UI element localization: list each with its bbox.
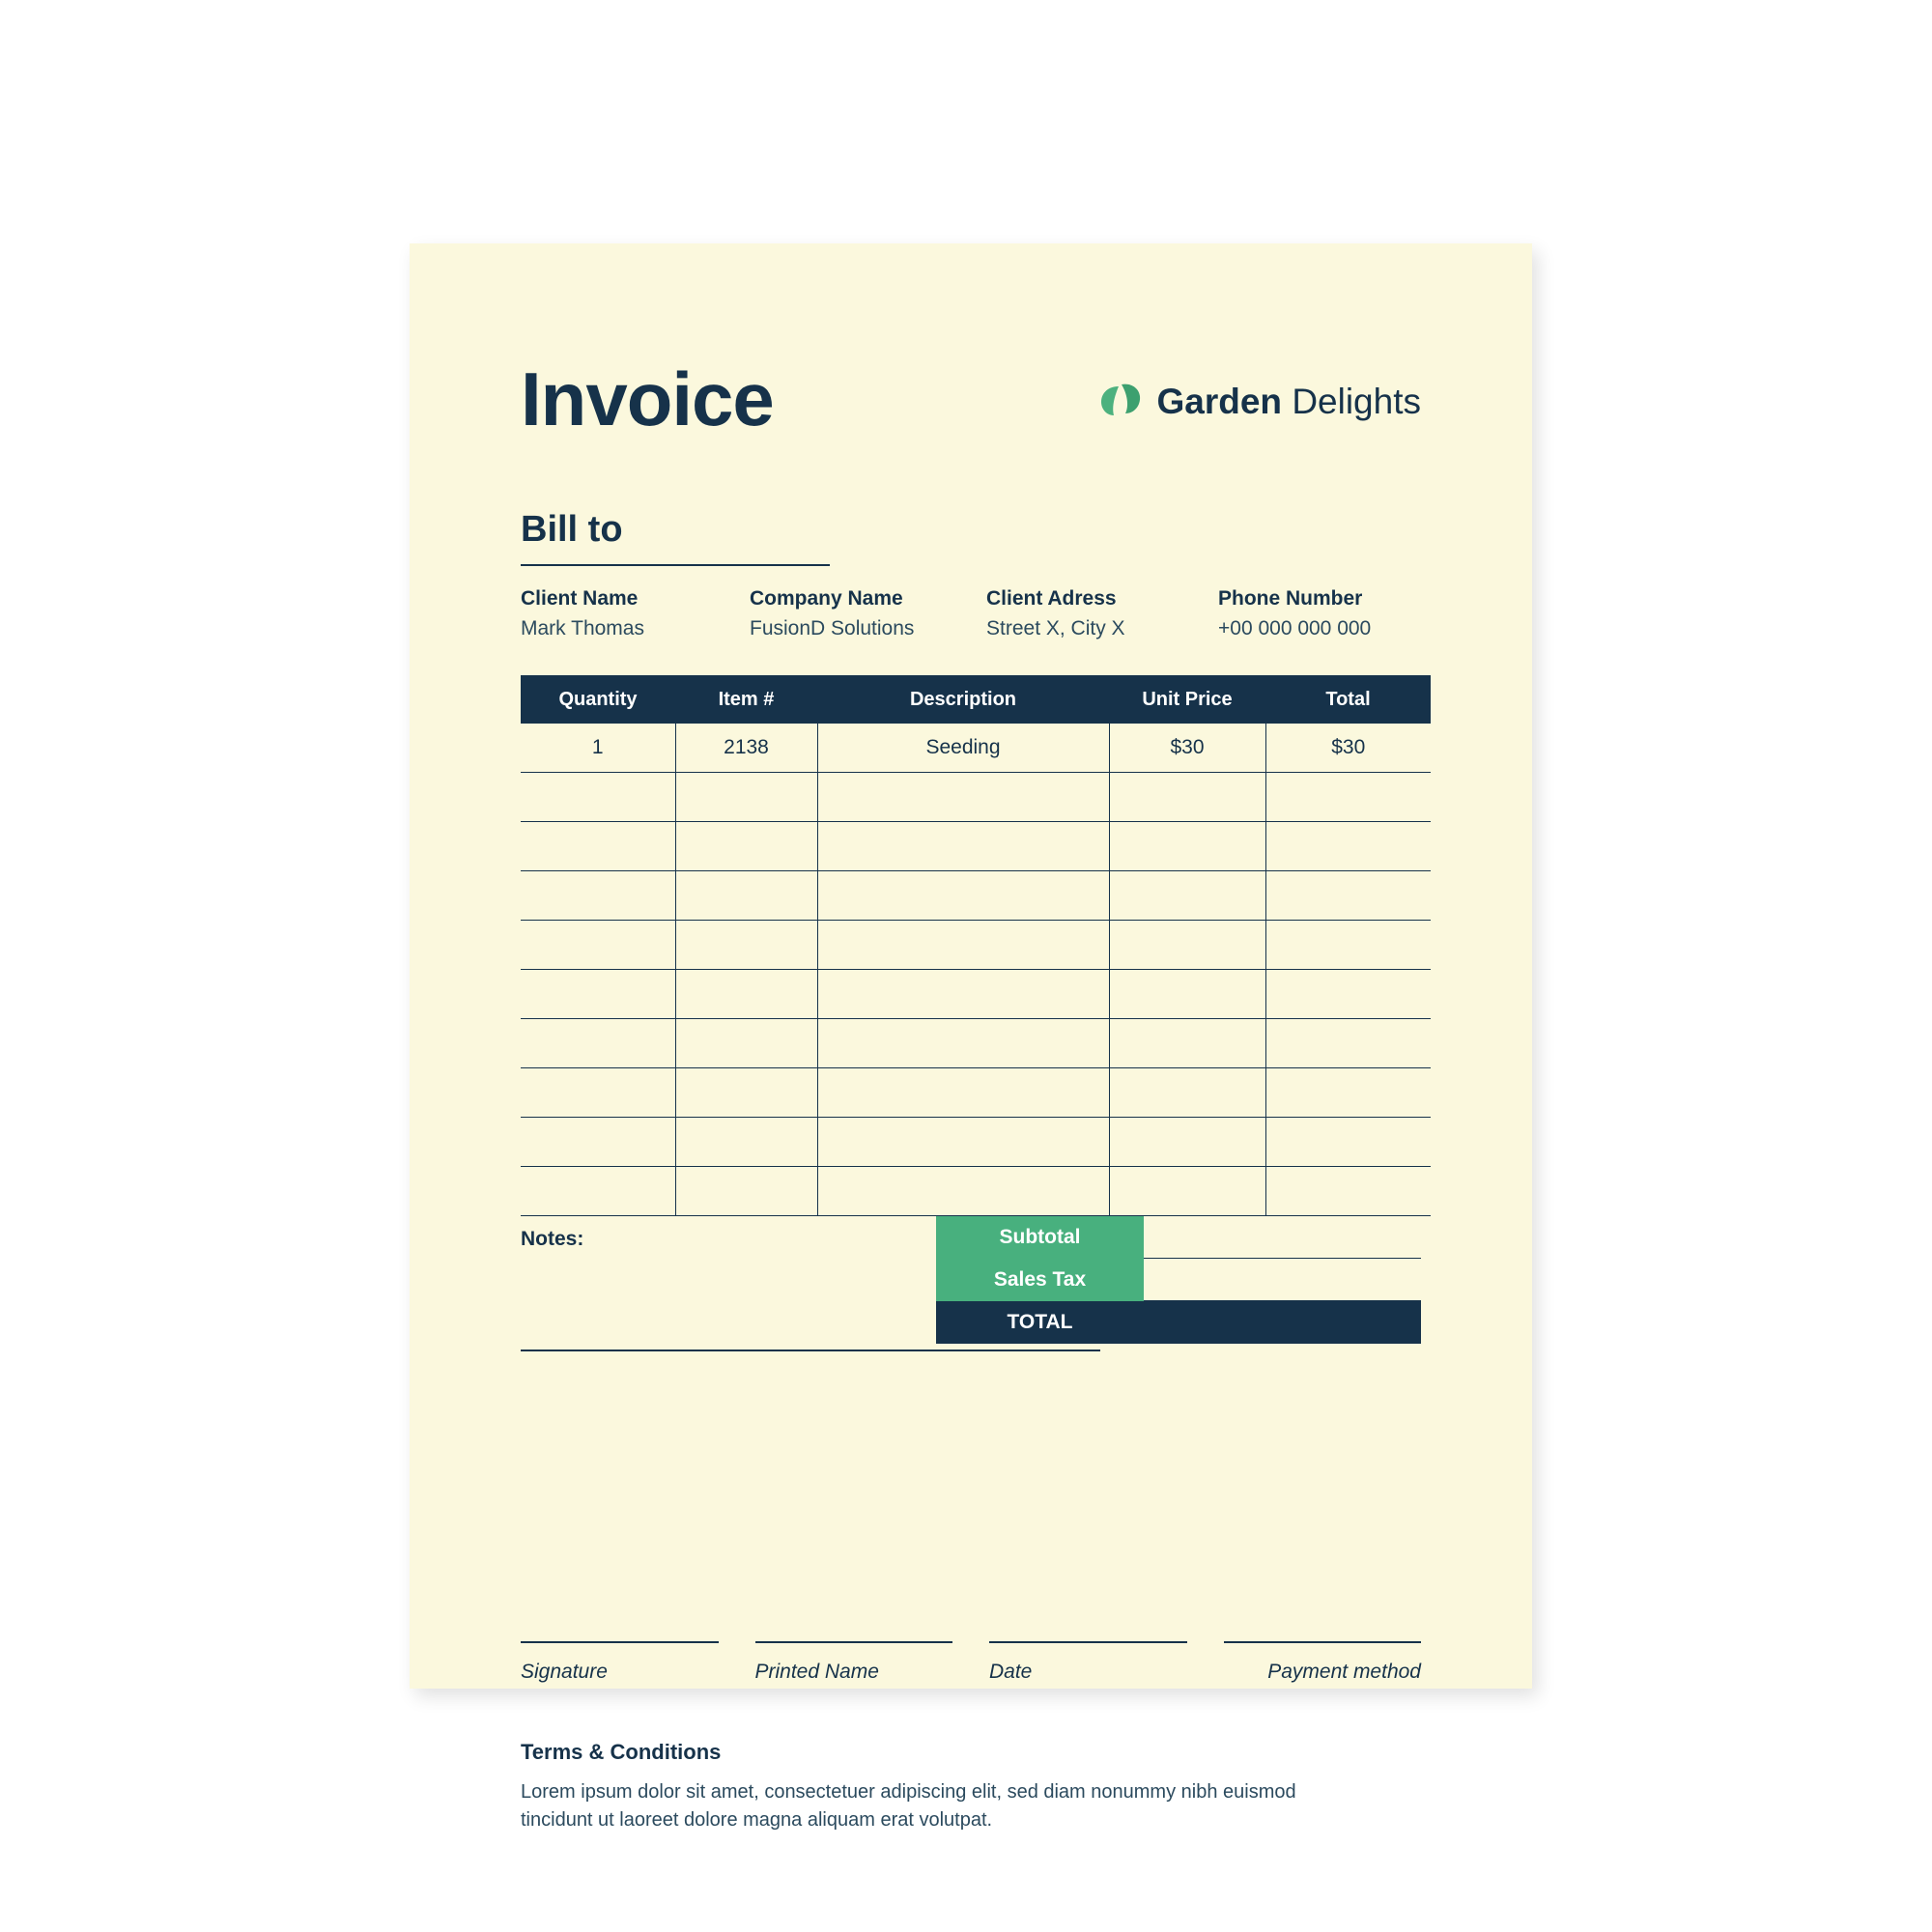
signature-field-printed-name xyxy=(755,1641,953,1684)
cell-total[interactable] xyxy=(1265,773,1431,822)
table-row[interactable] xyxy=(521,1118,1431,1167)
signature-field-date xyxy=(989,1641,1187,1684)
cell-total[interactable] xyxy=(1265,1068,1431,1118)
line-items-table xyxy=(521,675,1431,1216)
total-label: TOTAL xyxy=(936,1301,1144,1344)
bill-to-divider xyxy=(521,564,830,566)
brand-logo xyxy=(1098,381,1421,437)
cell-quantity[interactable]: 1 xyxy=(521,724,675,773)
field-client-name xyxy=(521,587,750,640)
totals-row-subtotal xyxy=(936,1216,1421,1259)
table-header-row xyxy=(521,675,1431,724)
column-header-item: Item # xyxy=(675,675,817,724)
cell-unit-price[interactable] xyxy=(1109,921,1265,970)
cell-unit-price[interactable] xyxy=(1109,1118,1265,1167)
cell-total[interactable] xyxy=(1265,822,1431,871)
cell-quantity[interactable] xyxy=(521,1019,675,1068)
totals-row-sales-tax xyxy=(936,1259,1421,1301)
cell-unit-price[interactable] xyxy=(1109,773,1265,822)
totals-row-total xyxy=(936,1301,1421,1344)
bill-to-fields xyxy=(521,587,1421,640)
cell-item[interactable] xyxy=(675,773,817,822)
signature-line[interactable] xyxy=(989,1641,1187,1643)
field-value[interactable]: Mark Thomas xyxy=(521,617,644,639)
cell-total[interactable]: $30 xyxy=(1265,724,1431,773)
cell-description[interactable] xyxy=(817,921,1109,970)
field-company-name xyxy=(750,587,986,640)
signature-line[interactable] xyxy=(521,1641,719,1643)
signature-line[interactable] xyxy=(755,1641,953,1643)
field-label: Client Name xyxy=(521,587,639,610)
terms-body: Lorem ipsum dolor sit amet, consectetuer adipiscing elit, sed diam nonummy nibh euismod tincidunt ut laoreet dolore magna aliquam erat volutpat. xyxy=(521,1781,1296,1831)
invoice-page xyxy=(410,243,1532,1831)
table-row[interactable] xyxy=(521,773,1431,822)
cell-item[interactable] xyxy=(675,1068,817,1118)
cell-quantity[interactable] xyxy=(521,773,675,822)
cell-item[interactable] xyxy=(675,970,817,1019)
cell-quantity[interactable] xyxy=(521,970,675,1019)
field-phone-number xyxy=(1218,587,1421,640)
cell-unit-price[interactable] xyxy=(1109,970,1265,1019)
table-row[interactable] xyxy=(521,724,1431,773)
notes-label: Notes: xyxy=(521,1228,584,1250)
signature-label: Signature xyxy=(521,1661,608,1683)
table-row[interactable] xyxy=(521,871,1431,921)
cell-quantity[interactable] xyxy=(521,822,675,871)
brand-name-light: Delights xyxy=(1292,381,1421,421)
totals-block xyxy=(936,1216,1421,1344)
invoice-header xyxy=(521,330,1421,441)
table-row[interactable] xyxy=(521,970,1431,1019)
cell-quantity[interactable] xyxy=(521,1118,675,1167)
cell-unit-price[interactable] xyxy=(1109,1068,1265,1118)
signature-block xyxy=(521,1641,1421,1684)
cell-total[interactable] xyxy=(1265,921,1431,970)
notes-and-totals xyxy=(521,1216,1421,1380)
cell-description[interactable] xyxy=(817,773,1109,822)
field-value[interactable]: +00 000 000 000 xyxy=(1218,617,1372,639)
column-header-unit-price: Unit Price xyxy=(1109,675,1265,724)
total-value[interactable] xyxy=(1144,1301,1421,1344)
signature-label: Printed Name xyxy=(754,1661,879,1683)
table-row[interactable] xyxy=(521,1068,1431,1118)
signature-line[interactable] xyxy=(1224,1641,1422,1643)
cell-description[interactable] xyxy=(817,871,1109,921)
field-client-address xyxy=(986,587,1218,640)
bill-to-heading: Bill to xyxy=(521,509,623,550)
subtotal-label: Subtotal xyxy=(936,1216,1144,1259)
cell-item[interactable] xyxy=(675,1118,817,1167)
cell-quantity[interactable] xyxy=(521,1068,675,1118)
cell-quantity[interactable] xyxy=(521,1167,675,1216)
subtotal-value[interactable] xyxy=(1144,1216,1421,1259)
cell-description[interactable]: Seeding xyxy=(817,724,1109,773)
column-header-total: Total xyxy=(1265,675,1431,724)
cell-unit-price[interactable]: $30 xyxy=(1109,724,1265,773)
cell-description[interactable] xyxy=(817,822,1109,871)
cell-item[interactable] xyxy=(675,1019,817,1068)
cell-unit-price[interactable] xyxy=(1109,1167,1265,1216)
cell-description[interactable] xyxy=(817,1167,1109,1216)
cell-quantity[interactable] xyxy=(521,921,675,970)
field-label: Client Adress xyxy=(986,587,1117,610)
table-row[interactable] xyxy=(521,1019,1431,1068)
cell-description[interactable] xyxy=(817,1118,1109,1167)
cell-total[interactable] xyxy=(1265,970,1431,1019)
cell-total[interactable] xyxy=(1265,1019,1431,1068)
signature-field-payment-method xyxy=(1224,1641,1422,1684)
cell-item[interactable] xyxy=(675,871,817,921)
cell-unit-price[interactable] xyxy=(1109,822,1265,871)
table-row[interactable] xyxy=(521,921,1431,970)
signature-label: Date xyxy=(989,1661,1033,1683)
cell-item[interactable] xyxy=(675,822,817,871)
cell-total[interactable] xyxy=(1265,1167,1431,1216)
cell-description[interactable] xyxy=(817,970,1109,1019)
sales-tax-value[interactable] xyxy=(1144,1259,1421,1301)
page-title: Invoice xyxy=(521,356,774,441)
field-value[interactable]: Street X, City X xyxy=(986,617,1125,639)
column-header-quantity: Quantity xyxy=(521,675,675,724)
cell-description[interactable] xyxy=(817,1068,1109,1118)
terms-title: Terms & Conditions xyxy=(521,1740,722,1764)
notes-input-line[interactable] xyxy=(521,1350,1100,1351)
field-label: Phone Number xyxy=(1218,587,1363,610)
cell-quantity[interactable] xyxy=(521,871,675,921)
table-row[interactable] xyxy=(521,1167,1431,1216)
sales-tax-label: Sales Tax xyxy=(936,1259,1144,1301)
field-label: Company Name xyxy=(750,587,903,610)
cell-description[interactable] xyxy=(817,1019,1109,1068)
signature-label: Payment method xyxy=(1267,1661,1421,1683)
field-value[interactable]: FusionD Solutions xyxy=(750,617,915,639)
leaf-icon xyxy=(1098,381,1143,421)
signature-field-signature xyxy=(521,1641,719,1684)
cell-total[interactable] xyxy=(1265,871,1431,921)
cell-item[interactable] xyxy=(675,1167,817,1216)
cell-unit-price[interactable] xyxy=(1109,1019,1265,1068)
cell-total[interactable] xyxy=(1265,1118,1431,1167)
table-row[interactable] xyxy=(521,822,1431,871)
brand-name-bold: Garden xyxy=(1156,381,1283,421)
cell-item[interactable] xyxy=(675,921,817,970)
cell-unit-price[interactable] xyxy=(1109,871,1265,921)
column-header-description: Description xyxy=(817,675,1109,724)
cell-item[interactable]: 2138 xyxy=(675,724,817,773)
brand-name xyxy=(1156,381,1421,421)
